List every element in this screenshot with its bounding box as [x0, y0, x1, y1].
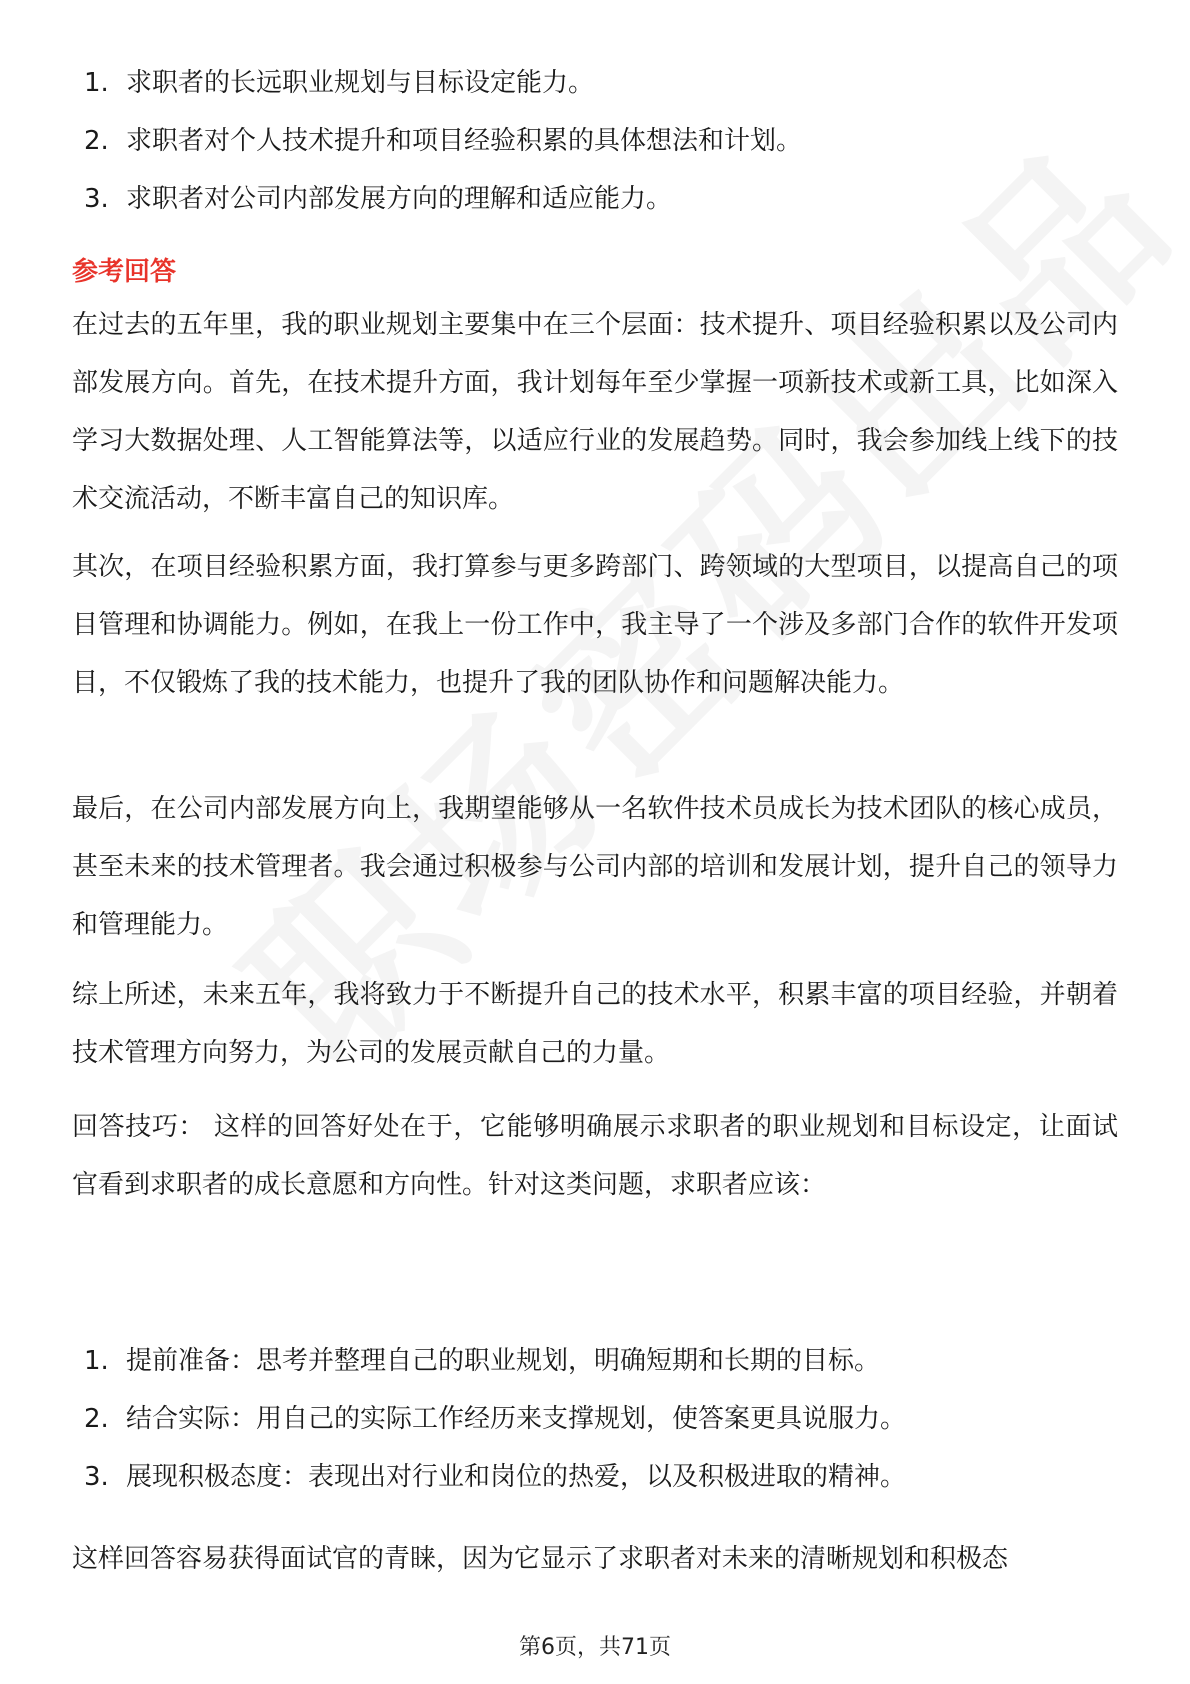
- list-item-text: 求职者对公司内部发展方向的理解和适应能力。: [126, 184, 673, 214]
- list-item: [72, 170, 1118, 228]
- section-heading: 参考回答: [72, 257, 177, 287]
- list-item-text: 展现积极态度：表现出对行业和岗位的热爱，以及积极进取的精神。: [126, 1462, 907, 1492]
- list-item-text: 结合实际：用自己的实际工作经历来支撑规划，使答案更具说服力。: [126, 1404, 907, 1434]
- list-item: [72, 112, 1118, 170]
- list-item: [72, 1332, 1118, 1390]
- list-item-number: 1.: [84, 1346, 109, 1376]
- tips-list: [72, 1332, 1118, 1506]
- list-item: [72, 1448, 1118, 1506]
- page-footer: 第6页，共71页: [519, 1635, 671, 1660]
- list-item-number: 2.: [84, 126, 109, 156]
- list-item-number: 3.: [84, 1462, 109, 1492]
- question-points-list: [72, 54, 1118, 228]
- list-item-text: 求职者对个人技术提升和项目经验积累的具体想法和计划。: [126, 126, 803, 156]
- paragraph-2: 其次，在项目经验积累方面，我打算参与更多跨部门、跨领域的大型项目，以提高自己的项目管理和协调能力。例如，在我上一份工作中，我主导了一个涉及多部门合作的软件开发项目，不仅锻炼了我的技术能力，也提升了我的团队协作和问题解决能力。: [72, 552, 1118, 698]
- answer-tips-paragraph: 回答技巧： 这样的回答好处在于，它能够明确展示求职者的职业规划和目标设定，让面试官看到求职者的成长意愿和方向性。针对这类问题，求职者应该：: [72, 1112, 1118, 1200]
- paragraph-4: 综上所述，未来五年，我将致力于不断提升自己的技术水平，积累丰富的项目经验，并朝着技术管理方向努力，为公司的发展贡献自己的力量。: [72, 980, 1118, 1068]
- list-item-number: 1.: [84, 68, 109, 98]
- list-item: [72, 1390, 1118, 1448]
- paragraph-3: 最后，在公司内部发展方向上，我期望能够从一名软件技术员成长为技术团队的核心成员，甚至未来的技术管理者。我会通过积极参与公司内部的培训和发展计划，提升自己的领导力和管理能力。: [72, 794, 1118, 940]
- list-item-number: 2.: [84, 1404, 109, 1434]
- list-item-text: 提前准备：思考并整理自己的职业规划，明确短期和长期的目标。: [126, 1346, 881, 1376]
- paragraph-1: 在过去的五年里，我的职业规划主要集中在三个层面：技术提升、项目经验积累以及公司内部发展方向。首先，在技术提升方面，我计划每年至少掌握一项新技术或新工具，比如深入学习大数据处理、人工智能算法等，以适应行业的发展趋势。同时，我会参加线上线下的技术交流活动，不断丰富自己的知识库。: [72, 310, 1118, 514]
- list-item-number: 3.: [84, 184, 109, 214]
- list-item: [72, 54, 1118, 112]
- list-item-text: 求职者的长远职业规划与目标设定能力。: [126, 68, 595, 98]
- closing-paragraph: 这样回答容易获得面试官的青睐，因为它显示了求职者对未来的清晰规划和积极态: [72, 1544, 1009, 1574]
